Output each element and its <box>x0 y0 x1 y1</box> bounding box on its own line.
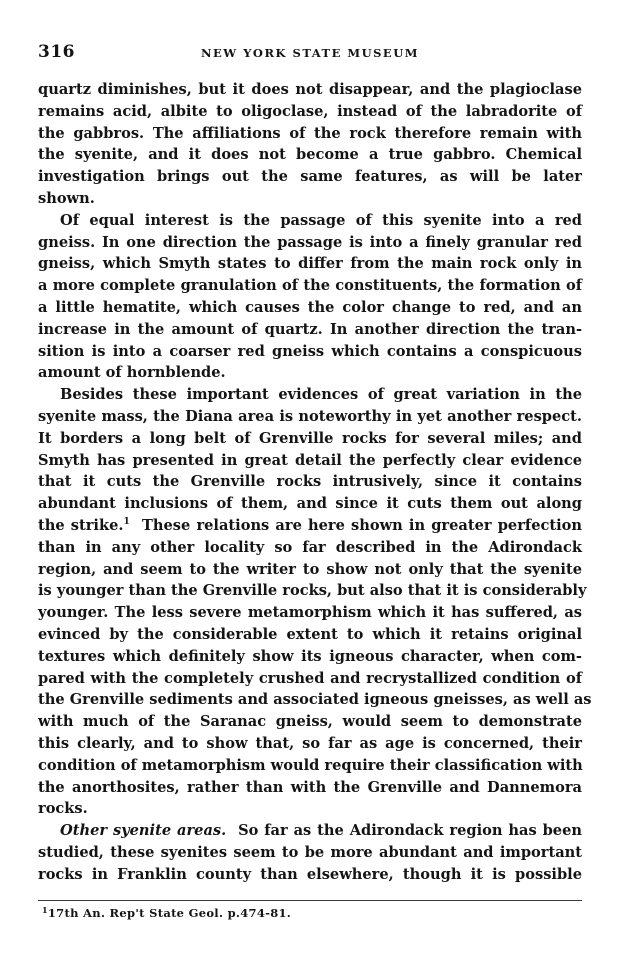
text-line: amount of hornblende. <box>38 364 226 382</box>
text-line: quartz diminishes, but it does not disappear, and the plagioclase <box>38 81 582 98</box>
text-fragment: These relations are here shown in greater perfection <box>129 516 582 534</box>
text-line: the Grenville sediments and associated igneous gneisses, as well as <box>38 691 592 709</box>
text-line: Besides these important evidences of great variation in the <box>60 386 582 404</box>
text-line: Smyth has presented in great detail the perfectly clear evidence <box>38 451 582 469</box>
text-line: rocks. <box>38 800 88 818</box>
text-line: evinced by the considerable extent to which it retains original <box>38 625 582 643</box>
footnote-marker: 1 <box>42 905 48 915</box>
text-fragment: So far as the Adirondack region has been <box>238 822 582 840</box>
text-line: shown. <box>38 189 95 207</box>
footnote <box>42 906 291 920</box>
text-line: syenite mass, the Diana area is noteworthy in yet another respect. <box>38 407 582 425</box>
text-line: pared with the completely crushed and recrystallized condition of <box>38 669 582 687</box>
text-line: this clearly, and to show that, so far as age is concerned, their <box>38 734 582 752</box>
running-head: NEW YORK STATE MUSEUM <box>201 46 419 60</box>
body-text <box>38 79 592 885</box>
text-line: studied, these syenites seem to be more abundant and important <box>38 843 582 861</box>
text-line: than in any other locality so far described in the Adirondack <box>38 538 582 556</box>
text-line: a little hematite, which causes the color change to red, and an <box>38 298 582 316</box>
footnote-divider <box>38 900 582 901</box>
text-line: condition of metamorphism would require their classification with <box>38 756 583 774</box>
text-line: that it cuts the Grenville rocks intrusively, since it contains <box>38 473 582 491</box>
text-line: region, and seem to the writer to show not only that the syenite <box>38 560 582 578</box>
text-line: gneiss. In one direction the passage is into a finely granular red <box>38 233 582 251</box>
text-line: increase in the amount of quartz. In another direction the tran- <box>38 320 582 338</box>
footnote-text: 17th An. Rep't State Geol. p.474-81. <box>47 906 292 920</box>
text-line: gneiss, which Smyth states to differ from the main rock only in <box>38 255 582 273</box>
text-line: is younger than the Grenville rocks, but also that it is considerably <box>38 582 587 600</box>
section-heading: Other syenite areas. <box>60 822 227 840</box>
text-line: rocks in Franklin county than elsewhere, though it is possible <box>38 865 582 883</box>
text-line: It borders a long belt of Grenville rocks for several miles; and <box>38 429 582 447</box>
text-line-with-footnote <box>38 515 582 537</box>
page-header <box>38 42 582 66</box>
text-line: a more complete granulation of the constituents, the formation of <box>38 277 582 295</box>
text-line: younger. The less severe metamorphism which it has suffered, as <box>38 604 582 622</box>
text-line: Of equal interest is the passage of this syenite into a red <box>60 211 582 229</box>
text-fragment: the strike. <box>38 516 124 534</box>
text-line: the anorthosites, rather than with the Grenville and Dannemora <box>38 778 582 796</box>
text-line-with-heading <box>38 820 582 842</box>
text-fragment <box>226 822 238 839</box>
text-line: the syenite, and it does not become a true gabbro. Chemical <box>38 146 582 164</box>
text-line: investigation brings out the same features, as will be later <box>38 168 582 186</box>
text-line: textures which definitely show its igneous character, when com- <box>38 647 582 665</box>
text-line: remains acid, albite to oligoclase, instead of the labradorite of <box>38 102 582 120</box>
text-line: with much of the Saranac gneiss, would seem to demonstrate <box>38 713 582 731</box>
text-line: sition is into a coarser red gneiss which contains a conspicuous <box>38 342 582 360</box>
text-line: the gabbros. The affiliations of the rock therefore remain with <box>38 124 582 142</box>
footnote-reference[interactable]: 1 <box>123 516 130 527</box>
page-number: 316 <box>38 42 75 62</box>
text-line: abundant inclusions of them, and since it cuts them out along <box>38 495 582 513</box>
